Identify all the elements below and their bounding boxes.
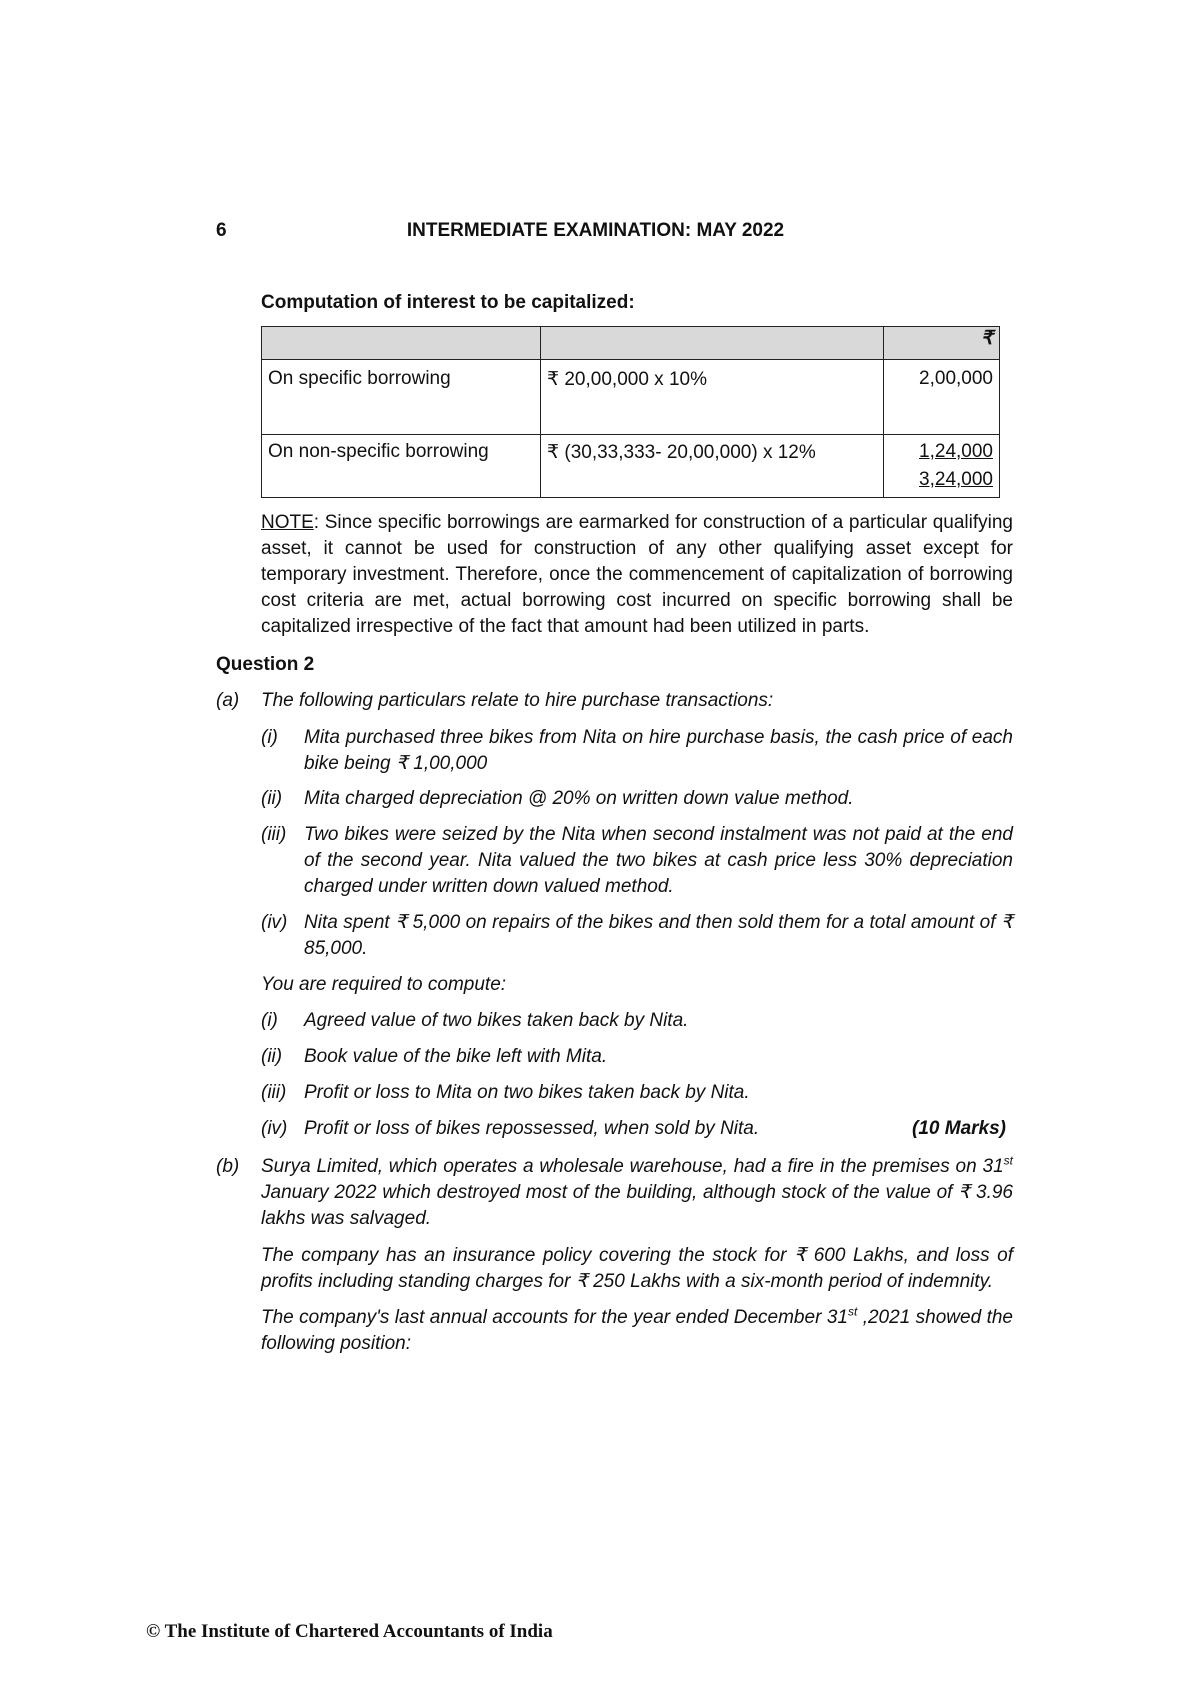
particular-num: (iv) (261, 912, 288, 933)
marks-label: (10 Marks) (912, 1118, 1006, 1139)
row-amount: 1,24,000 (919, 441, 993, 462)
row-label: On non-specific borrowing (262, 435, 541, 498)
particular-num: (iii) (261, 824, 287, 845)
interest-computation-table (261, 326, 1000, 498)
page-number: 6 (216, 220, 227, 241)
particular-num: (i) (261, 727, 278, 748)
question-heading: Question 2 (216, 654, 315, 675)
note-paragraph (261, 510, 1013, 640)
table-header-row (262, 327, 1000, 360)
table-row (262, 360, 1000, 435)
part-b-p3-after: ,2021 showed the following position: (261, 1307, 1013, 1354)
currency-header: ₹ (884, 327, 1000, 360)
particular-text: Mita charged depreciation @ 20% on written down value method. (304, 788, 854, 809)
computation-heading: Computation of interest to be capitalized: (261, 292, 635, 313)
part-b-paragraph-2: The company has an insurance policy covering the stock for ₹ 600 Lakhs, and loss of profits including standing charges for ₹ 250 Lakhs with a six-month period of indemnity. (261, 1245, 1013, 1292)
part-b-label: (b) (216, 1156, 240, 1177)
row-formula: ₹ 20,00,000 x 10% (541, 360, 884, 435)
requirement-text: Book value of the bike left with Mita. (304, 1046, 608, 1067)
part-b-p1-sup: st (1003, 1153, 1013, 1168)
particular-num: (ii) (261, 788, 283, 809)
page-header-title: INTERMEDIATE EXAMINATION: MAY 2022 (406, 220, 785, 241)
part-b-p3-sup: st (847, 1304, 858, 1319)
row-formula: ₹ (30,33,333- 20,00,000) x 12% (541, 435, 884, 498)
total-amount: 3,24,000 (919, 469, 993, 490)
part-b-p1-after: January 2022 which destroyed most of the building, although stock of the value of ₹ 3.96 lakhs was salvaged. (261, 1182, 1013, 1229)
part-b-p1-before: Surya Limited, which operates a wholesale warehouse, had a fire in the premises on 31 (261, 1156, 1004, 1177)
particular-text: Two bikes were seized by the Nita when second instalment was not paid at the end of the second year. Nita valued the two bikes at cash price less 30% depreciation charged under written down valued method. (304, 824, 1013, 897)
row-amount: 2,00,000 (884, 360, 1000, 435)
requirement-text: Agreed value of two bikes taken back by Nita. (304, 1010, 689, 1031)
requirement-num: (ii) (261, 1046, 283, 1067)
part-a-intro: The following particulars relate to hire purchase transactions: (261, 690, 774, 711)
part-b-paragraph-3 (261, 1305, 1013, 1357)
part-b-p3-before: The company's last annual accounts for the year ended December 31 (261, 1307, 848, 1328)
requirement-text: Profit or loss to Mita on two bikes taken back by Nita. (304, 1082, 750, 1103)
requirement-num: (iii) (261, 1082, 287, 1103)
note-text: : Since specific borrowings are earmarked for construction of a particular qualifying asset, it cannot be used for construction of any other qualifying asset except for temporary investment. Therefore, once the commencement of capitalization of borrowing cost criteria are met, actual borrowing cost incurred on specific borrowing shall be capitalized irrespective of the fact that amount had been utilized in parts. (261, 512, 1013, 637)
particular-text: Nita spent ₹ 5,000 on repairs of the bikes and then sold them for a total amount of ₹ 85,000. (304, 912, 1013, 959)
row-label: On specific borrowing (262, 360, 541, 435)
requirement-num: (i) (261, 1010, 278, 1031)
part-a-label: (a) (216, 690, 240, 711)
footer-copyright: © The Institute of Chartered Accountants of India (146, 1621, 553, 1642)
table-row (262, 435, 1000, 498)
amount-cell (884, 435, 1000, 498)
part-b-paragraph-1 (261, 1154, 1013, 1232)
header-cell-blank-1 (262, 327, 541, 360)
particular-text: Mita purchased three bikes from Nita on hire purchase basis, the cash price of each bike being ₹ 1,00,000 (304, 727, 1013, 774)
required-intro: You are required to compute: (261, 974, 507, 995)
requirement-num: (iv) (261, 1118, 288, 1139)
note-label: NOTE (261, 512, 314, 533)
requirement-text: Profit or loss of bikes repossessed, when sold by Nita. (304, 1118, 760, 1139)
header-cell-blank-2 (541, 327, 884, 360)
